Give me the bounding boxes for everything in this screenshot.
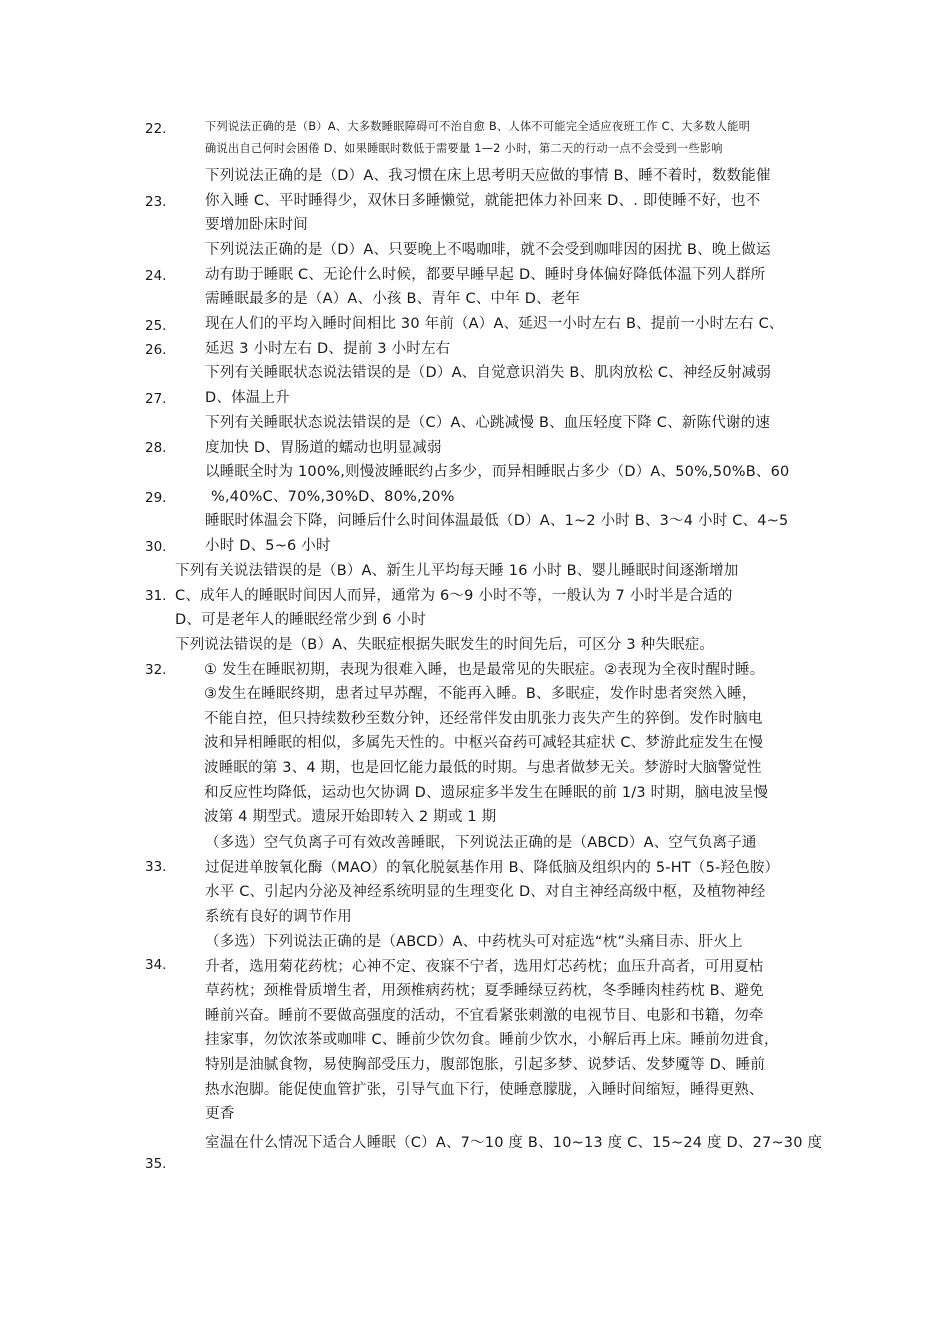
question-line: 波和异相睡眠的相似，多属先天性的。中枢兴奋药可减轻其症状 C、梦游此症发生在慢: [204, 735, 764, 752]
question-line: 草药枕；颈椎骨质增生者，用颈椎病药枕；夏季睡绿豆药枕，冬季睡肉桂药枕 B、避免: [205, 983, 764, 1000]
question-line: 需睡眠最多的是（A）A、小孩 B、青年 C、中年 D、老年: [205, 291, 581, 308]
question-number-27: 27.: [145, 391, 167, 407]
question-line: 下列说法正确的是（D）A、只要晚上不喝咖啡，就不会受到咖啡因的困扰 B、晚上做运: [205, 242, 771, 258]
question-line: 睡眠时体温会下降，问睡后什么时间体温最低（D）A、1~2 小时 B、3〜4 小时 C、4~5: [205, 513, 789, 529]
question-line: 下列说法错误的是（B）A、失眠症根据失眠发生的时间先后，可区分 3 种失眠症。: [175, 637, 715, 653]
question-line: 睡前兴奋。睡前不要做高强度的活动，不宜看紧张刺激的电视节目、电影和书籍，勿牵: [205, 1007, 764, 1024]
question-line: 室温在什么情况下适合人睡眠（C）A、7〜10 度 B、10~13 度 C、15~24 度 D、27~30 度: [205, 1135, 823, 1151]
question-line: 度加快 D、胃肠道的蠕动也明显减弱: [205, 439, 442, 456]
question-line: 特别是油腻食物，易使胸部受压力，腹部饱胀，引起多梦、说梦话、发梦魇等 D、睡前: [205, 1056, 766, 1073]
question-line: （多选）空气负离子可有效改善睡眠，下列说法正确的是（ABCD）A、空气负离子通: [205, 835, 757, 851]
question-line: 和反应性均降低，运动也欠协调 D、遗尿症多半发生在睡眠的前 1/3 时期，脑电波呈慢: [204, 784, 769, 801]
question-line: 更香: [205, 1106, 235, 1123]
question-number-25: 25.: [145, 318, 167, 334]
question-line: 挂家事，勿饮浓茶或咖啡 C、睡前少饮勿食。睡前少饮水，小解后再上床。睡前勿进食，: [205, 1032, 779, 1049]
question-line: ③发生在睡眠终期，患者过早苏醒，不能再入睡。B、多眠症，发作时患者突然入睡，: [204, 686, 757, 703]
question-text-34: [205, 930, 779, 1127]
question-line: 下列有关说法错误的是（B）A、新生儿平均每天睡 16 小时 B、婴儿睡眠时间逐渐增加: [175, 563, 739, 579]
question-number-22: 22.: [145, 121, 167, 137]
question-line: 动有助于睡眠 C、无论什么时候，都要早睡早起 D、睡时身体偏好降低体温下列人群所: [205, 266, 766, 283]
question-line: 下列说法正确的是（D）A、我习惯在床上思考明天应做的事情 B、睡不着时，数数能催: [205, 168, 771, 184]
question-line: 波第 4 期型式。遗尿开始即转入 2 期或 1 期: [204, 809, 497, 826]
question-line: 确说出自己何时会困倦 D、如果睡眠时数低于需要量 1—2 小时，第二天的行动一点不会受到一些影响: [205, 142, 723, 155]
question-text-24: [205, 238, 771, 312]
question-text-23: [205, 164, 771, 238]
question-line: 升者，选用菊花药枕；心神不定、夜寐不宁者，选用灯芯药枕；血压升高者，可用夏枯: [205, 958, 764, 975]
question-line: 小时 D、5~6 小时: [205, 537, 331, 554]
question-number-31: 31.: [145, 588, 167, 604]
question-line: 现在人们的平均入睡时间相比 30 年前（A）A、延迟一小时左右 B、提前一小时左右 C、: [205, 316, 784, 332]
question-text-32: [175, 633, 768, 830]
question-line: 过促进单胺氧化酶（MAO）的氧化脱氨基作用 B、降低脑及组织内的 5-HT（5-羟色胺）: [205, 859, 780, 876]
question-number-23: 23.: [145, 194, 167, 210]
question-text-29: [205, 460, 789, 509]
question-text-30: [205, 509, 788, 558]
question-line: 要增加卧床时间: [205, 217, 308, 234]
question-number-35: 35.: [145, 1156, 167, 1172]
question-text-26: [205, 337, 450, 362]
question-line: 系统有良好的调节作用: [205, 908, 352, 925]
question-line: %,40%C、70%,30%D、80%,20%: [211, 488, 455, 505]
question-number-29: 29.: [145, 490, 167, 506]
question-line: 你入睡 C、平时睡得少，双休日多睡懒觉，就能把体力补回来 D、. 即使睡不好，也不: [205, 192, 761, 209]
question-line: 波睡眠的第 3、4 期，也是回忆能力最低的时期。与患者做梦无关。梦游时大脑警觉性: [204, 759, 762, 776]
question-line: 下列有关睡眠状态说法错误的是（C）A、心跳减慢 B、血压轻度下降 C、新陈代谢的速: [205, 415, 771, 431]
question-line: 热水泡脚。能促使血管扩张，引导气血下行，使睡意朦胧，入睡时间缩短，睡得更熟、: [205, 1081, 764, 1098]
question-line: D、体温上升: [205, 389, 290, 406]
question-number-30: 30.: [145, 539, 167, 555]
question-text-31: [175, 559, 739, 633]
question-line: 延迟 3 小时左右 D、提前 3 小时左右: [205, 341, 451, 357]
question-text-22: [205, 116, 750, 160]
question-text-35: [205, 1131, 822, 1156]
question-line: C、成年人的睡眠时间因人而异，通常为 6〜9 小时不等，一般认为 7 小时半是合适的: [175, 587, 733, 604]
question-number-24: 24.: [145, 268, 167, 284]
question-line: 下列有关睡眠状态说法错误的是（D）A、自觉意识消失 B、肌肉放松 C、神经反射减弱: [205, 365, 772, 381]
question-number-33: 33.: [145, 859, 167, 875]
question-number-28: 28.: [145, 440, 167, 456]
question-line: （多选）下列说法正确的是（ABCD）A、中药枕头可对症选“枕”头痛目赤、肝火上: [205, 934, 743, 950]
question-line: 水平 C、引起内分泌及神经系统明显的生理变化 D、对自主神经高级中枢，及植物神经: [205, 884, 766, 901]
question-number-26: 26.: [145, 342, 167, 358]
question-text-33: [205, 831, 779, 929]
question-line: ① 发生在睡眠初期，表现为很难入睡，也是最常见的失眠症。②表现为全夜时醒时睡。: [204, 661, 765, 678]
question-text-25: [205, 312, 784, 337]
question-number-34: 34.: [145, 957, 167, 973]
question-text-28: [205, 411, 770, 460]
question-line: D、可是老年人的睡眠经常少到 6 小时: [175, 612, 426, 629]
question-line: 以睡眠全时为 100%,则慢波睡眠约占多少，而异相睡眠占多少（D）A、50%,50%B、60: [205, 464, 790, 480]
question-number-32: 32.: [145, 662, 167, 678]
question-line: 不能自控，但只持续数秒至数分钟，还经常伴发由肌张力丧失产生的猝倒。发作时脑电: [204, 710, 763, 727]
question-line: 下列说法正确的是（B）A、大多数睡眠障碍可不治自愈 B、人体不可能完全适应夜班工作 C、大多数人能明: [205, 120, 751, 133]
question-text-27: [205, 361, 771, 410]
